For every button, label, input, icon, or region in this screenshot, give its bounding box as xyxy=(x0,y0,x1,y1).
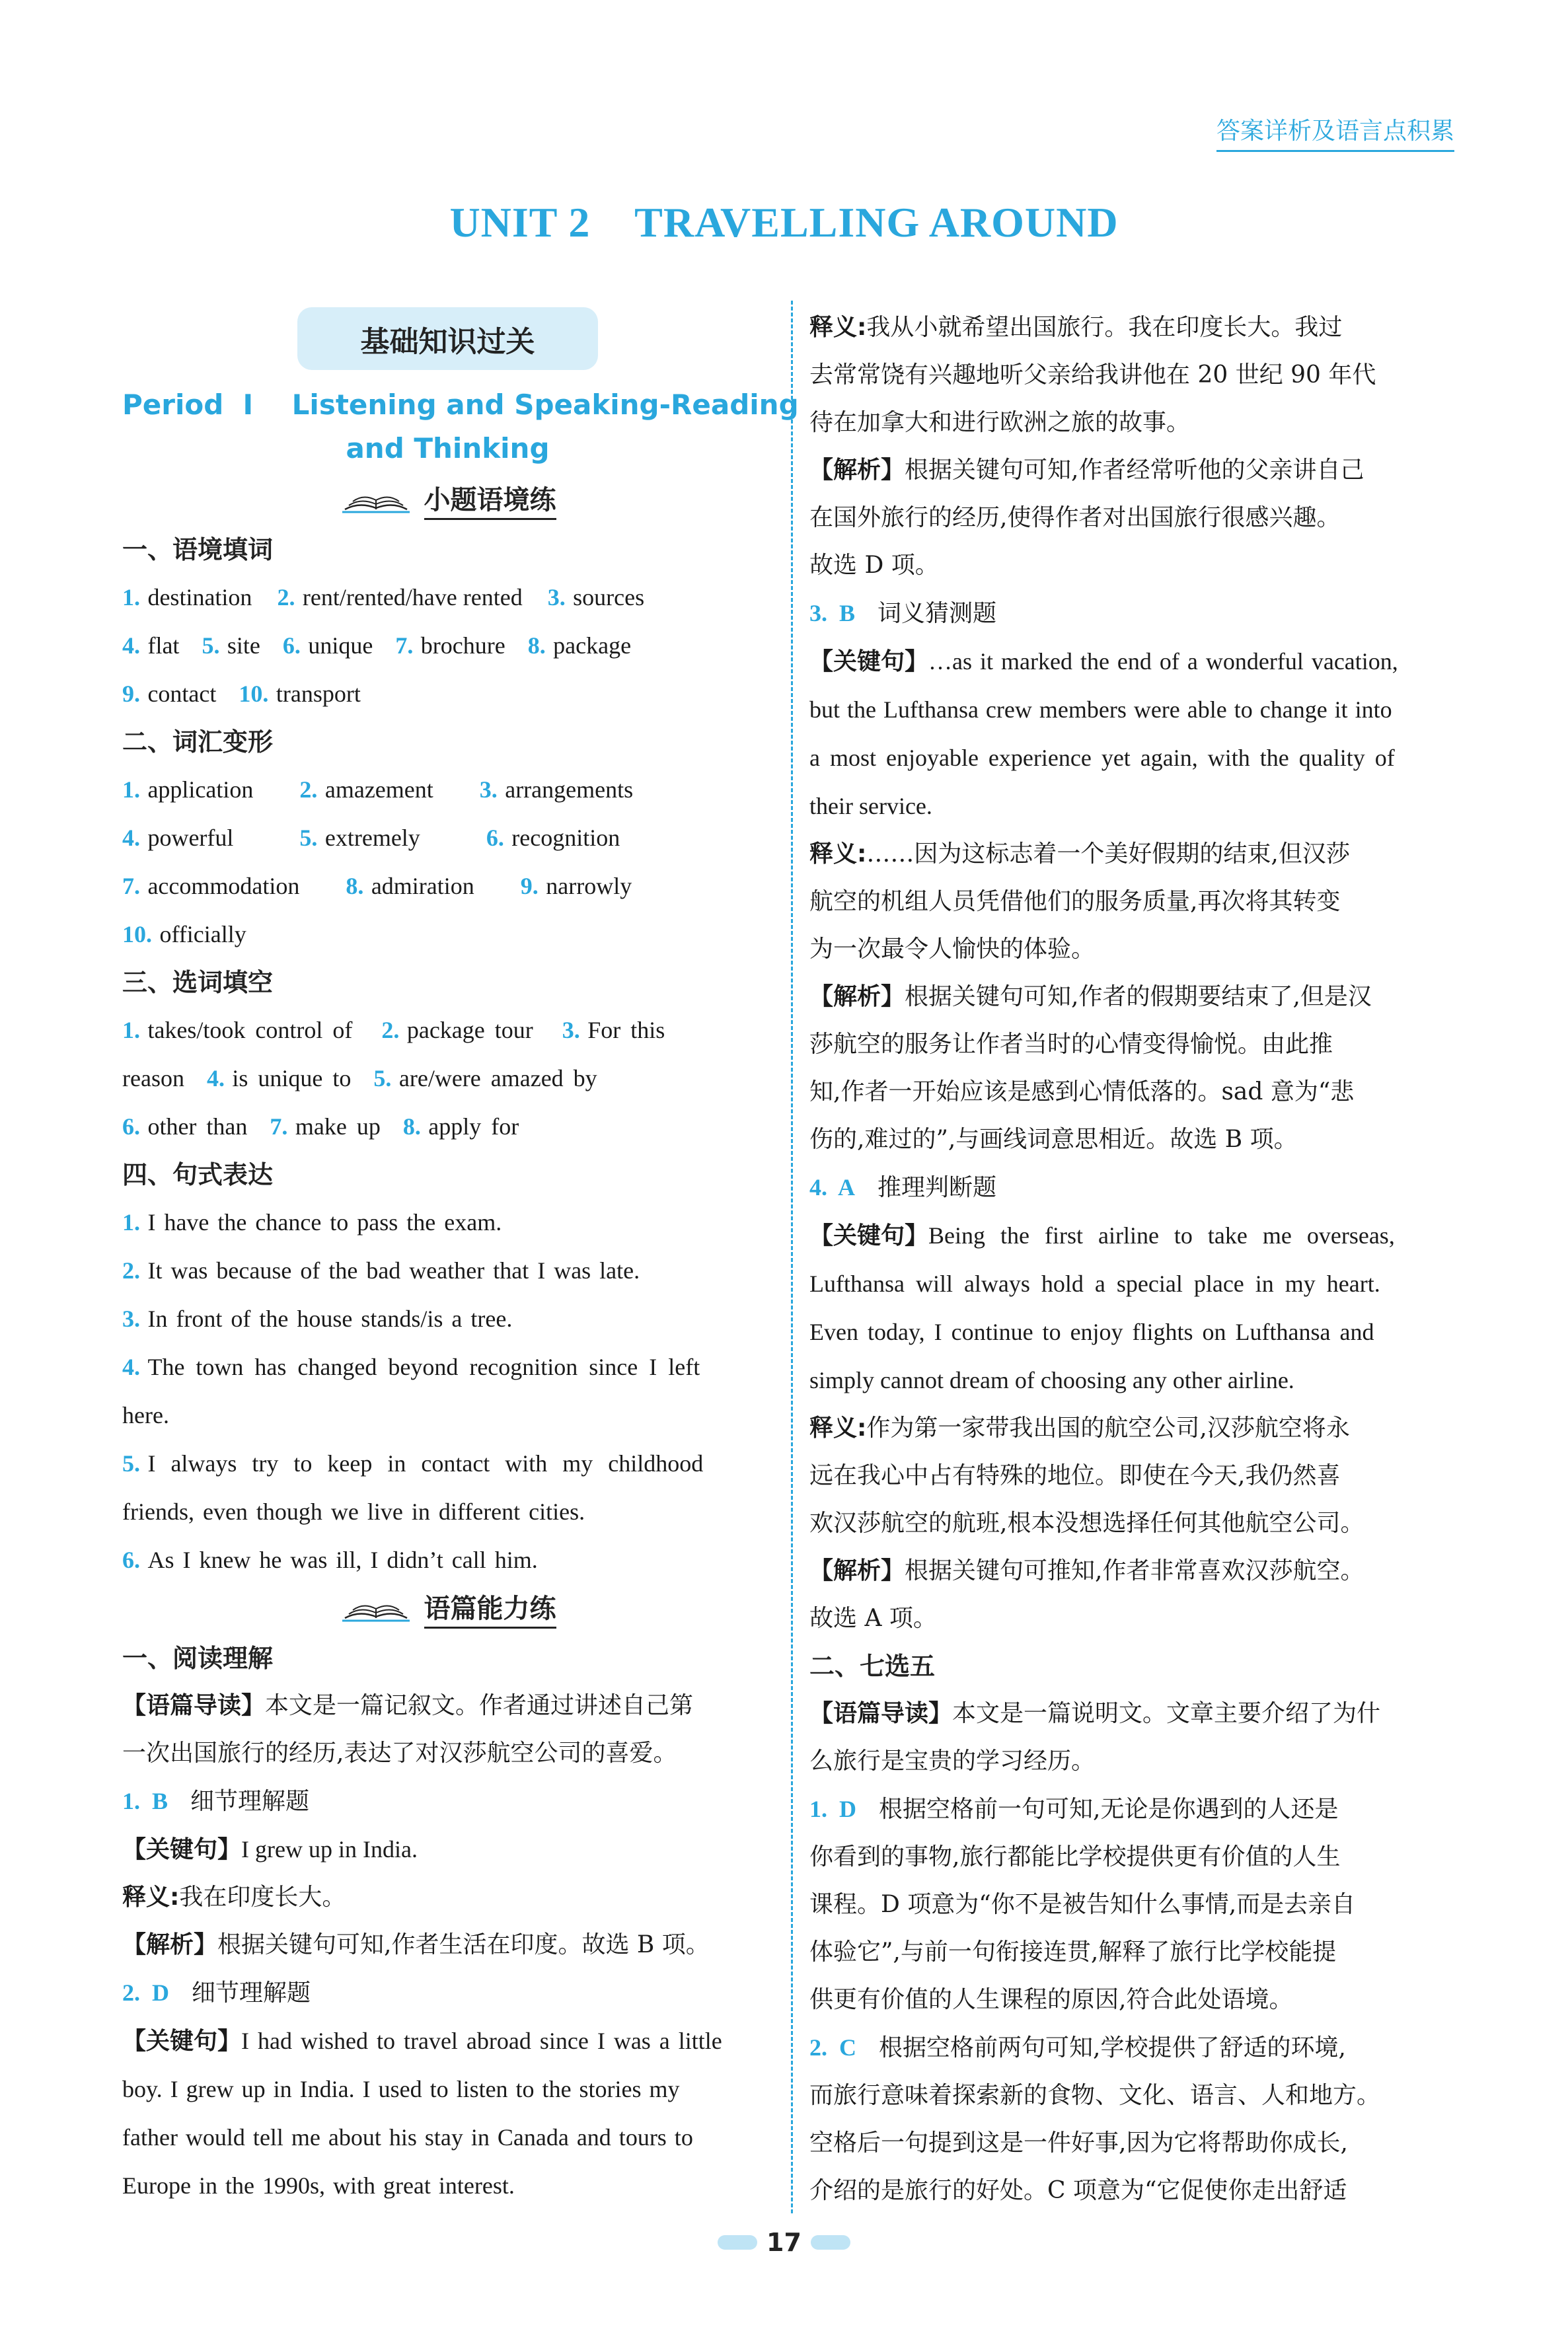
sub-banner-1 xyxy=(122,478,773,521)
q3-key-1 xyxy=(809,638,1464,686)
jiexi-text: 故选 D 项。 xyxy=(809,552,939,579)
q3-jiexi-4 xyxy=(809,1116,1464,1163)
q2-shiyi-3 xyxy=(809,399,1464,447)
item-number: 2. xyxy=(299,776,318,803)
item-number: 6. xyxy=(486,825,504,851)
item-number: 1. xyxy=(122,1209,140,1236)
answer: site xyxy=(227,632,260,659)
answer: It was because of the bad weather that I was late. xyxy=(147,1257,640,1284)
jiexi-tag: 【解析】 xyxy=(809,983,905,1010)
q1-key xyxy=(122,1826,773,1874)
question-type: 细节理解题 xyxy=(190,1788,310,1815)
jiexi-text: 故选 A 项。 xyxy=(809,1605,937,1632)
question-number: 1. B xyxy=(122,1788,168,1814)
item-number: 6. xyxy=(282,632,301,659)
open-book-icon xyxy=(340,1592,412,1625)
item-number: 5. xyxy=(373,1065,392,1091)
choose-line-2 xyxy=(122,1054,773,1103)
sentence-6 xyxy=(122,1536,773,1584)
item-number: 10. xyxy=(122,921,152,947)
page-number xyxy=(0,2228,1568,2257)
item-number: 5. xyxy=(299,825,318,851)
question-type: 推理判断题 xyxy=(877,1174,997,1201)
explanation-text: 体验它”,与前一句衔接连贯,解释了旅行比学校能提 xyxy=(809,1938,1337,1966)
question-number: 3. B xyxy=(809,600,856,626)
page-number-pill-right xyxy=(811,2235,850,2250)
shiyi-text: 远在我心中占有特殊的地位。即使在今天,我仍然喜 xyxy=(809,1462,1341,1489)
heading-sentences: 四、句式表达 xyxy=(122,1160,274,1189)
page-number-text: 17 xyxy=(766,2228,802,2257)
answer: accommodation xyxy=(147,873,300,899)
item-number: 6. xyxy=(122,1547,140,1573)
shiyi-text: 我在印度长大。 xyxy=(179,1884,346,1911)
answer: here. xyxy=(122,1402,169,1428)
item-number: 5. xyxy=(122,1450,140,1477)
jiexi-tag: 【解析】 xyxy=(122,1931,218,1958)
answer: admiration xyxy=(371,873,474,899)
q2-jiexi-2 xyxy=(809,494,1464,542)
question-type: 词义猜测题 xyxy=(877,600,997,627)
q3-key-4 xyxy=(809,782,1464,830)
q3-key-3 xyxy=(809,734,1464,782)
section-banner: 基础知识过关 xyxy=(297,307,598,370)
item-number: 1. xyxy=(122,1017,140,1043)
seven-q2-1 xyxy=(809,2024,1464,2072)
question-number: 4. A xyxy=(809,1174,856,1200)
shiyi-text: 欢汉莎航空的航班,根本没想选择任何其他航空公司。 xyxy=(809,1510,1364,1537)
answer: transport xyxy=(276,681,361,707)
q3-line xyxy=(809,589,1464,638)
item-number: 4. xyxy=(206,1065,225,1091)
shiyi-text: 待在加拿大和进行欧洲之旅的故事。 xyxy=(809,409,1191,436)
guide-tag: 【语篇导读】 xyxy=(122,1692,266,1719)
guide-tag: 【语篇导读】 xyxy=(809,1700,953,1727)
jiexi-text: 根据关键句可知,作者生活在印度。故选 B 项。 xyxy=(217,1931,710,1958)
seven-q1-4 xyxy=(809,1929,1464,1976)
answer: make up xyxy=(295,1113,381,1140)
answer: sources xyxy=(573,584,645,610)
jiexi-text: 伤的,难过的”,与画线词意思相近。故选 B 项。 xyxy=(809,1126,1298,1153)
sentence-5-cont xyxy=(122,1488,773,1536)
item-number: 3. xyxy=(547,584,566,610)
item-number: 2. xyxy=(277,584,295,610)
guide-text: 本文是一篇记叙文。作者通过讲述自己第 xyxy=(265,1692,694,1719)
item-number: 4. xyxy=(122,1354,140,1380)
answer: For this xyxy=(587,1017,665,1043)
item-number: 7. xyxy=(395,632,414,659)
fill-line-1 xyxy=(122,573,773,622)
q4-shiyi-2 xyxy=(809,1452,1464,1500)
item-number: 8. xyxy=(346,873,364,899)
q3-jiexi-1 xyxy=(809,973,1464,1021)
item-number: 5. xyxy=(202,632,220,659)
guide-line-1 xyxy=(122,1682,773,1730)
answer: extremely xyxy=(324,825,420,851)
period-title xyxy=(122,383,799,470)
answer: friends, even though we live in different cities. xyxy=(122,1498,585,1525)
shiyi-tag: 释义: xyxy=(809,1415,867,1442)
sub-banner-1-label: 小题语境练 xyxy=(424,479,556,520)
question-type: 细节理解题 xyxy=(192,1979,311,2007)
question-number: 1. D xyxy=(809,1796,856,1822)
jiexi-tag: 【解析】 xyxy=(809,1557,905,1584)
answer: application xyxy=(147,776,254,803)
vocab-line-1 xyxy=(122,766,773,814)
heading-choose-words: 三、选词填空 xyxy=(122,968,274,997)
answer: In front of the house stands/is a tree. xyxy=(147,1306,513,1332)
item-number: 8. xyxy=(402,1113,421,1140)
key-sentence: but the Lufthansa crew members were able to change it into xyxy=(809,696,1392,723)
q3-jiexi-3 xyxy=(809,1068,1464,1116)
header-tag: 答案详析及语言点积累 xyxy=(1216,112,1454,152)
q4-shiyi-3 xyxy=(809,1500,1464,1547)
key-tag: 【关键句】 xyxy=(122,2028,242,2055)
q3-shiyi-3 xyxy=(809,926,1464,973)
item-number: 9. xyxy=(520,873,539,899)
shiyi-text: 我从小就希望出国旅行。我在印度长大。我过 xyxy=(866,314,1343,341)
q3-key-2 xyxy=(809,686,1464,734)
item-number: 3. xyxy=(562,1017,580,1043)
jiexi-tag: 【解析】 xyxy=(809,457,905,484)
sentence-5 xyxy=(122,1440,773,1488)
jiexi-text: 根据关键句可推知,作者非常喜欢汉莎航空。 xyxy=(905,1557,1364,1584)
vocab-line-2 xyxy=(122,814,773,862)
explanation-text: 供更有价值的人生课程的原因,符合此处语境。 xyxy=(809,1986,1293,2013)
open-book-icon xyxy=(340,483,412,516)
seven-q1-5 xyxy=(809,1976,1464,2024)
choose-line-3 xyxy=(122,1103,773,1151)
answer: unique xyxy=(308,632,373,659)
answer: package tour xyxy=(406,1017,533,1043)
key-tag: 【关键句】 xyxy=(809,648,929,675)
key-sentence: their service. xyxy=(809,793,932,819)
seven-q2-3 xyxy=(809,2120,1464,2167)
answer: destination xyxy=(147,584,252,610)
choose-line-1 xyxy=(122,1006,773,1054)
answer: arrangements xyxy=(505,776,634,803)
explanation-text: 你看到的事物,旅行都能比学校提供更有价值的人生 xyxy=(809,1843,1341,1870)
q1-jiexi xyxy=(122,1921,773,1969)
item-number: 4. xyxy=(122,632,140,659)
answer: are/were amazed by xyxy=(398,1065,597,1091)
sentence-1 xyxy=(122,1199,773,1247)
q2-key-3 xyxy=(122,2114,773,2162)
heading-reading: 一、阅读理解 xyxy=(122,1644,274,1673)
key-sentence: …as it marked the end of a wonderful vacation, xyxy=(928,648,1398,675)
answer: recognition xyxy=(511,825,620,851)
q4-jiexi-2 xyxy=(809,1595,1464,1642)
q3-shiyi-2 xyxy=(809,878,1464,926)
item-number: 4. xyxy=(122,825,140,851)
shiyi-text: 去常常饶有兴趣地听父亲给我讲他在 20 世纪 90 年代 xyxy=(809,361,1376,388)
key-sentence: simply cannot dream of choosing any other airline. xyxy=(809,1367,1294,1393)
item-number: 2. xyxy=(122,1257,140,1284)
q2-line xyxy=(122,1969,773,2017)
answer: is unique to xyxy=(232,1065,352,1091)
item-number: 2. xyxy=(381,1017,400,1043)
page-number-pill-left xyxy=(718,2235,757,2250)
explanation-text: 空格后一句提到这是一件好事,因为它将帮助你成长, xyxy=(809,2129,1348,2157)
q1-shiyi xyxy=(122,1874,773,1921)
explanation-text: 根据空格前两句可知,学校提供了舒适的环境, xyxy=(879,2034,1346,2061)
question-number: 2. C xyxy=(809,2034,856,2061)
key-sentence: I grew up in India. xyxy=(241,1836,418,1863)
answer: rent/rented/have rented xyxy=(302,584,523,610)
item-number: 9. xyxy=(122,681,140,707)
question-number: 2. D xyxy=(122,1979,169,2006)
item-number: 7. xyxy=(270,1113,288,1140)
item-number: 6. xyxy=(122,1113,140,1140)
unit-title: UNIT 2 TRAVELLING AROUND xyxy=(449,199,1119,246)
explanation-text: 而旅行意味着探索新的食物、文化、语言、人和地方。 xyxy=(809,2082,1381,2109)
vocab-line-4 xyxy=(122,910,773,959)
period-title-line1: Period Ⅰ Listening and Speaking-Reading xyxy=(122,388,799,421)
seven-q1-3 xyxy=(809,1881,1464,1929)
heading-fill-words: 一、语境填词 xyxy=(122,535,274,564)
q2-shiyi-2 xyxy=(809,351,1464,399)
answer: package xyxy=(553,632,632,659)
key-sentence: Lufthansa will always hold a special place in my heart. xyxy=(809,1271,1380,1297)
q2-shiyi-1 xyxy=(809,304,1464,351)
shiyi-text: ……因为这标志着一个美好假期的结束,但汉莎 xyxy=(866,840,1350,867)
answer: powerful xyxy=(147,825,234,851)
answer: flat xyxy=(147,632,180,659)
q1-line xyxy=(122,1777,773,1826)
q2-jiexi-3 xyxy=(809,542,1464,589)
jiexi-text: 根据关键句可知,作者经常听他的父亲讲自己 xyxy=(905,457,1364,484)
jiexi-text: 知,作者一开始应该是感到心情低落的。sad 意为“悲 xyxy=(809,1078,1355,1105)
q4-jiexi-1 xyxy=(809,1547,1464,1595)
q2-key-1 xyxy=(122,2017,773,2065)
q4-key-4 xyxy=(809,1356,1464,1405)
explanation-text: 课程。D 项意为“你不是被告知什么事情,而是去亲自 xyxy=(809,1891,1356,1918)
seven-guide-2 xyxy=(809,1738,1464,1785)
key-sentence: a most enjoyable experience yet again, with the quality of xyxy=(809,745,1395,771)
shiyi-text: 航空的机组人员凭借他们的服务质量,再次将其转变 xyxy=(809,888,1341,915)
q4-key-2 xyxy=(809,1260,1464,1308)
item-number: 3. xyxy=(479,776,498,803)
answer: I always try to keep in contact with my childhood xyxy=(147,1450,704,1477)
guide-line-2 xyxy=(122,1730,773,1777)
key-tag: 【关键句】 xyxy=(809,1222,929,1249)
key-sentence: Even today, I continue to enjoy flights on Lufthansa and xyxy=(809,1319,1374,1345)
seven-q2-4 xyxy=(809,2167,1464,2215)
answer: brochure xyxy=(420,632,505,659)
guide-text: 本文是一篇说明文。文章主要介绍了为什 xyxy=(952,1700,1381,1727)
key-sentence: Being the first airline to take me overseas, xyxy=(928,1222,1395,1249)
fill-line-2 xyxy=(122,622,773,670)
shiyi-tag: 释义: xyxy=(809,314,867,341)
shiyi-text: 为一次最令人愉快的体验。 xyxy=(809,936,1096,963)
seven-q2-2 xyxy=(809,2072,1464,2120)
q4-line xyxy=(809,1163,1464,1212)
key-sentence: I had wished to travel abroad since I was a little xyxy=(241,2028,722,2054)
answer: contact xyxy=(147,681,217,707)
seven-guide-1 xyxy=(809,1690,1464,1738)
sentence-2 xyxy=(122,1247,773,1295)
answer: The town has changed beyond recognition since I left xyxy=(147,1354,700,1380)
column-divider xyxy=(791,301,793,2213)
item-number: 8. xyxy=(527,632,546,659)
period-title-line2: and Thinking xyxy=(346,432,550,464)
seven-q1-1 xyxy=(809,1785,1464,1833)
item-number: 1. xyxy=(122,776,140,803)
guide-text: 么旅行是宝贵的学习经历。 xyxy=(809,1748,1096,1775)
heading-seven-choose-five: 二、七选五 xyxy=(809,1652,936,1681)
item-number: 7. xyxy=(122,873,140,899)
answer: other than xyxy=(147,1113,248,1140)
key-sentence: Europe in the 1990s, with great interest. xyxy=(122,2172,515,2199)
item-number: 1. xyxy=(122,584,140,610)
answer: takes/took control of xyxy=(147,1017,353,1043)
item-number: 3. xyxy=(122,1306,140,1332)
key-sentence: boy. I grew up in India. I used to listen to the stories my xyxy=(122,2076,680,2102)
heading-vocab: 二、词汇变形 xyxy=(122,727,274,757)
vocab-line-3 xyxy=(122,862,773,910)
q4-key-3 xyxy=(809,1308,1464,1356)
sub-banner-2 xyxy=(122,1587,773,1629)
q2-jiexi-1 xyxy=(809,447,1464,494)
item-number: 10. xyxy=(239,681,269,707)
fill-line-3 xyxy=(122,670,773,718)
answer: I have the chance to pass the exam. xyxy=(147,1209,502,1236)
answer: reason xyxy=(122,1065,184,1091)
q2-key-2 xyxy=(122,2065,773,2114)
shiyi-tag: 释义: xyxy=(122,1884,180,1911)
q4-shiyi-1 xyxy=(809,1405,1464,1452)
right-column xyxy=(809,304,1464,2215)
q3-shiyi-1 xyxy=(809,830,1464,878)
sentence-4-cont xyxy=(122,1391,773,1440)
key-tag: 【关键句】 xyxy=(122,1836,242,1863)
q2-key-4 xyxy=(122,2162,773,2210)
sentence-4 xyxy=(122,1343,773,1391)
q3-jiexi-2 xyxy=(809,1021,1464,1068)
explanation-text: 根据空格前一句可知,无论是你遇到的人还是 xyxy=(879,1796,1339,1823)
jiexi-text: 在国外旅行的经历,使得作者对出国旅行很感兴趣。 xyxy=(809,504,1341,531)
shiyi-tag: 释义: xyxy=(809,840,867,867)
answer: apply for xyxy=(428,1113,519,1140)
sentence-3 xyxy=(122,1295,773,1343)
explanation-text: 介绍的是旅行的好处。C 项意为“它促使你走出舒适 xyxy=(809,2177,1347,2204)
shiyi-text: 作为第一家带我出国的航空公司,汉莎航空将永 xyxy=(866,1415,1350,1442)
jiexi-text: 莎航空的服务让作者当时的心情变得愉悦。由此推 xyxy=(809,1031,1333,1058)
q4-key-1 xyxy=(809,1212,1464,1260)
sub-banner-2-label: 语篇能力练 xyxy=(424,1588,556,1629)
answer: As I knew he was ill, I didn’t call him. xyxy=(147,1547,538,1573)
answer: narrowly xyxy=(546,873,632,899)
seven-q1-2 xyxy=(809,1833,1464,1881)
guide-text: 一次出国旅行的经历,表达了对汉莎航空公司的喜爱。 xyxy=(122,1740,677,1767)
left-column xyxy=(122,304,799,2210)
jiexi-text: 根据关键句可知,作者的假期要结束了,但是汉 xyxy=(905,983,1372,1010)
key-sentence: father would tell me about his stay in Canada and tours to xyxy=(122,2124,693,2151)
answer: amazement xyxy=(324,776,433,803)
answer: officially xyxy=(159,921,246,947)
